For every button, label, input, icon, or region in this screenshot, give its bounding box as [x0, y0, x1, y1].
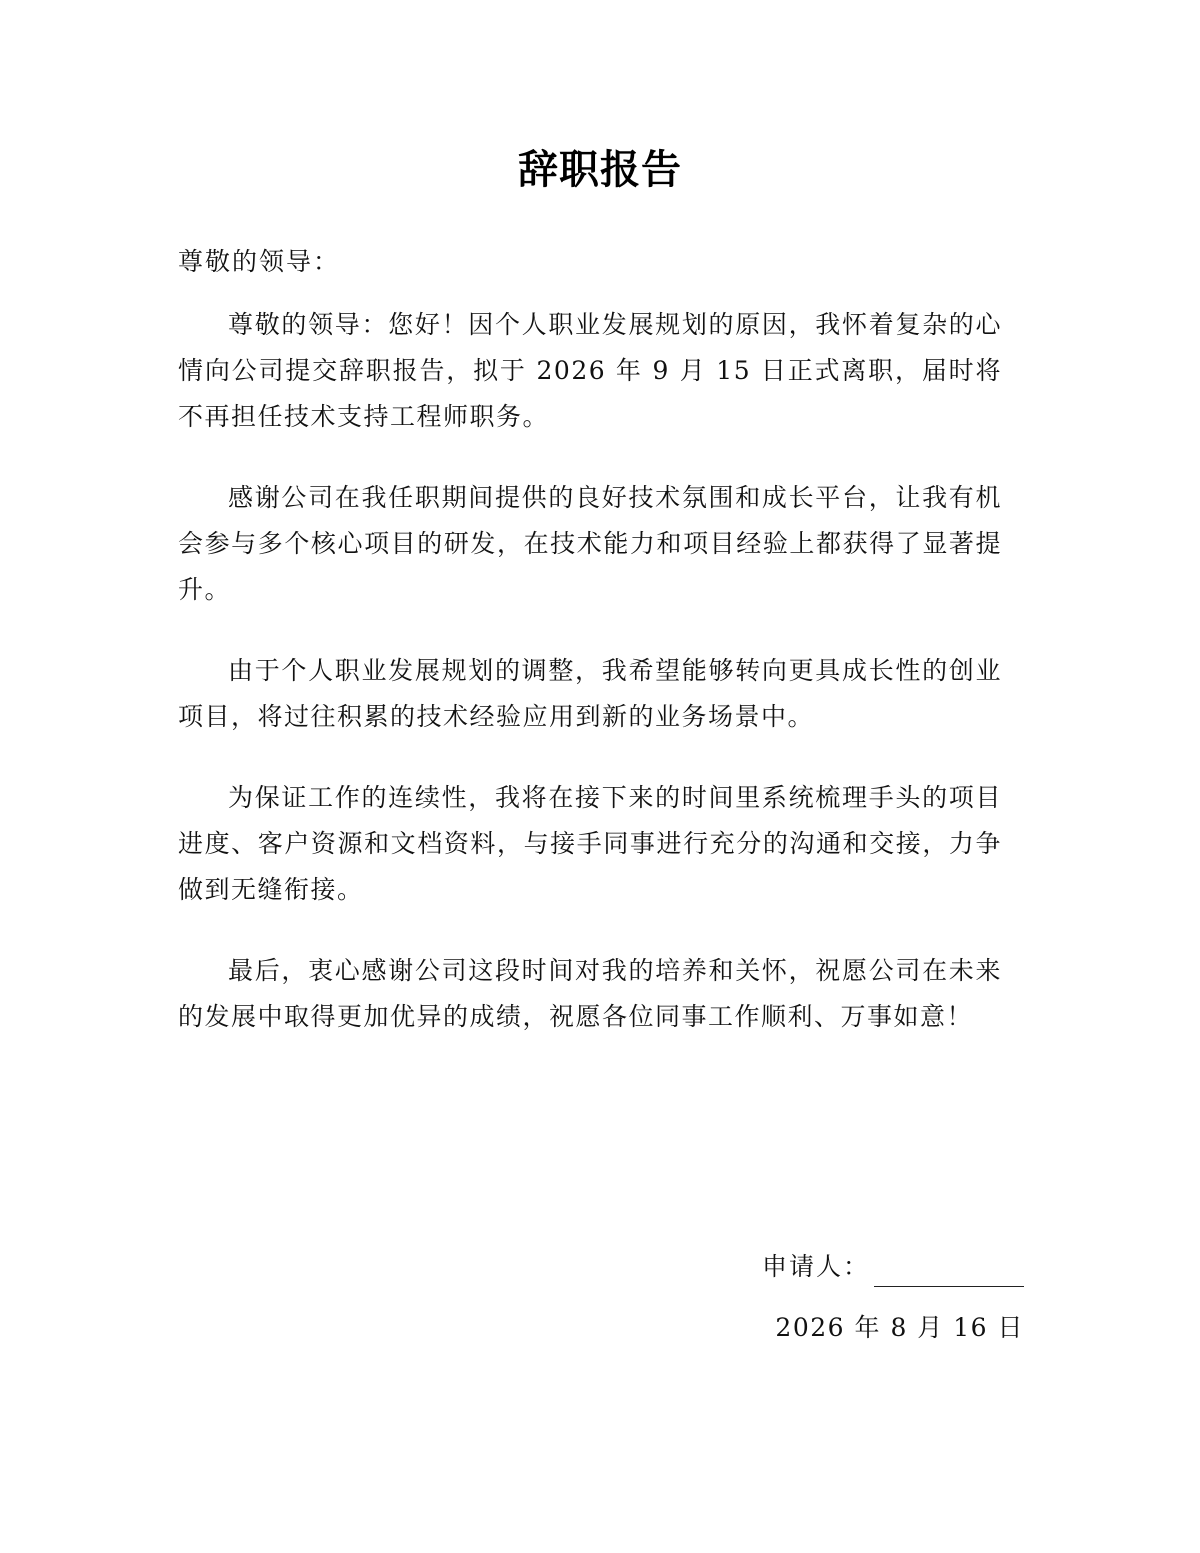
signature-block: [762, 1247, 1024, 1287]
signer-label: 申请人：: [761, 1252, 870, 1281]
document-date: 2026 年 8 月 16 日: [775, 1313, 1024, 1342]
signature-line: [874, 1260, 1024, 1287]
paragraph-gratitude: 感谢公司在我任职期间提供的良好技术氛围和成长平台，让我有机会参与多个核心项目的研发，在技术能力和项目经验上都获得了显著提升。: [178, 483, 1002, 604]
salutation: 尊敬的领导：: [178, 247, 341, 276]
paragraph-opening: 尊敬的领导：您好！因个人职业发展规划的原因，我怀着复杂的心情向公司提交辞职报告，拟于 2026 年 9 月 15 日正式离职，届时将不再担任技术支持工程师职务。: [178, 310, 1002, 431]
letter-body: [178, 302, 1002, 1075]
paragraph-closing: 最后，衷心感谢公司这段时间对我的培养和关怀，祝愿公司在未来的发展中取得更加优异的成绩，祝愿各位同事工作顺利、万事如意！: [178, 956, 1002, 1031]
paragraph-handover: 为保证工作的连续性，我将在接下来的时间里系统梳理手头的项目进度、客户资源和文档资料，与接手同事进行充分的沟通和交接，力争做到无缝衔接。: [178, 783, 1002, 904]
paragraph-reason: 由于个人职业发展规划的调整，我希望能够转向更具成长性的创业项目，将过往积累的技术经验应用到新的业务场景中。: [178, 656, 1002, 731]
document-title: 辞职报告: [518, 147, 682, 193]
